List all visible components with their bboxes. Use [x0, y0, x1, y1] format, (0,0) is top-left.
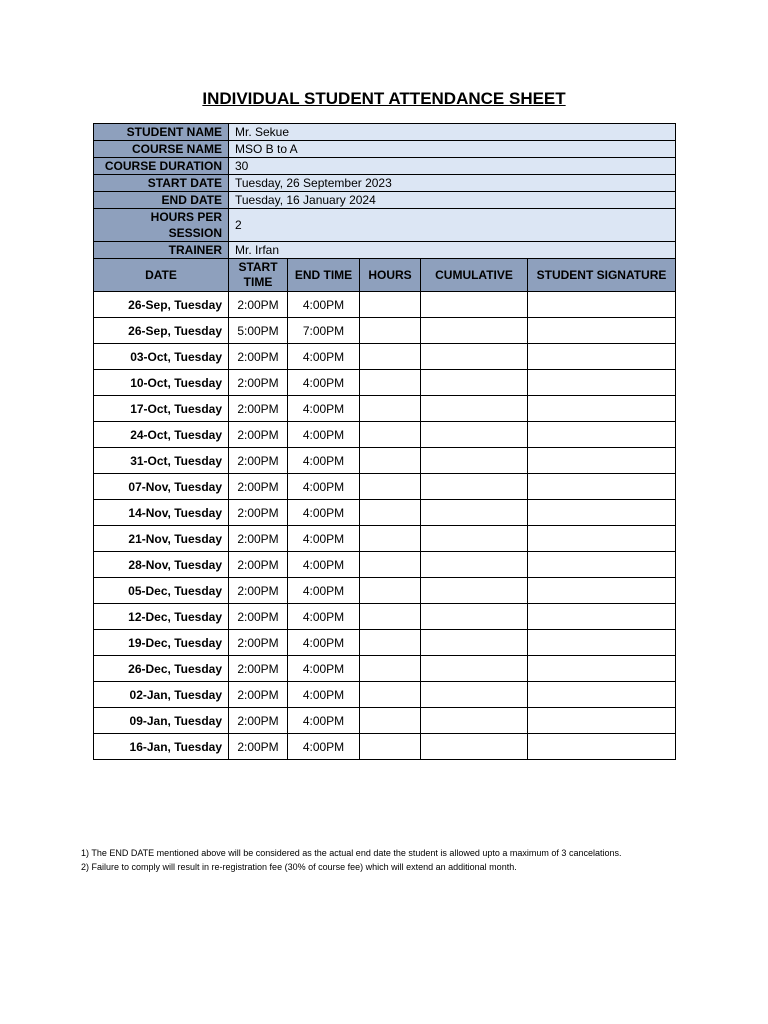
- date-cell: 26-Sep, Tuesday: [94, 292, 229, 318]
- date-cell: 16-Jan, Tuesday: [94, 734, 229, 760]
- hours-cell: [360, 708, 421, 734]
- cumulative-cell: [421, 578, 528, 604]
- end-time-cell: 4:00PM: [288, 578, 360, 604]
- cumulative-cell: [421, 500, 528, 526]
- cumulative-cell: [421, 604, 528, 630]
- signature-cell[interactable]: [528, 552, 676, 578]
- date-cell: 26-Sep, Tuesday: [94, 318, 229, 344]
- info-value: Mr. Irfan: [229, 242, 676, 259]
- note-line: 2) Failure to comply will result in re-registration fee (30% of course fee) which will extend an additional month.: [81, 862, 517, 872]
- start-time-cell: 2:00PM: [229, 630, 288, 656]
- cumulative-cell: [421, 318, 528, 344]
- info-label: TRAINER: [94, 242, 229, 259]
- hours-cell: [360, 630, 421, 656]
- end-time-cell: 4:00PM: [288, 734, 360, 760]
- info-value: 2: [229, 209, 676, 242]
- date-cell: 28-Nov, Tuesday: [94, 552, 229, 578]
- start-time-cell: 2:00PM: [229, 604, 288, 630]
- hours-cell: [360, 396, 421, 422]
- cumulative-cell: [421, 682, 528, 708]
- hours-cell: [360, 370, 421, 396]
- hours-cell: [360, 526, 421, 552]
- info-value: Tuesday, 16 January 2024: [229, 192, 676, 209]
- hours-cell: [360, 656, 421, 682]
- cumulative-cell: [421, 422, 528, 448]
- hours-cell: [360, 682, 421, 708]
- date-cell: 03-Oct, Tuesday: [94, 344, 229, 370]
- table-row: [94, 344, 676, 370]
- table-row: [94, 604, 676, 630]
- cumulative-cell: [421, 448, 528, 474]
- signature-cell[interactable]: [528, 370, 676, 396]
- signature-cell[interactable]: [528, 656, 676, 682]
- date-cell: 12-Dec, Tuesday: [94, 604, 229, 630]
- start-time-cell: 5:00PM: [229, 318, 288, 344]
- hours-cell: [360, 578, 421, 604]
- info-value: Tuesday, 26 September 2023: [229, 175, 676, 192]
- cumulative-cell: [421, 656, 528, 682]
- start-time-cell: 2:00PM: [229, 344, 288, 370]
- note-line: 1) The END DATE mentioned above will be considered as the actual end date the student is allowed upto a maximum of 3 cancelations.: [81, 848, 622, 858]
- hours-cell: [360, 448, 421, 474]
- info-label: STUDENT NAME: [94, 124, 229, 141]
- info-row: [94, 124, 676, 141]
- date-cell: 17-Oct, Tuesday: [94, 396, 229, 422]
- column-header-date: DATE: [94, 259, 229, 292]
- table-row: [94, 318, 676, 344]
- attendance-table: [93, 123, 676, 760]
- end-time-cell: 4:00PM: [288, 474, 360, 500]
- table-row: [94, 656, 676, 682]
- start-time-cell: 2:00PM: [229, 552, 288, 578]
- end-time-cell: 7:00PM: [288, 318, 360, 344]
- end-time-cell: 4:00PM: [288, 708, 360, 734]
- table-row: [94, 500, 676, 526]
- cumulative-cell: [421, 370, 528, 396]
- table-row: [94, 396, 676, 422]
- signature-cell[interactable]: [528, 448, 676, 474]
- table-row: [94, 292, 676, 318]
- cumulative-cell: [421, 734, 528, 760]
- date-cell: 26-Dec, Tuesday: [94, 656, 229, 682]
- end-time-cell: 4:00PM: [288, 344, 360, 370]
- info-label: COURSE DURATION: [94, 158, 229, 175]
- table-row: [94, 422, 676, 448]
- cumulative-cell: [421, 630, 528, 656]
- info-label: COURSE NAME: [94, 141, 229, 158]
- signature-cell[interactable]: [528, 682, 676, 708]
- table-row: [94, 448, 676, 474]
- end-time-cell: 4:00PM: [288, 552, 360, 578]
- hours-cell: [360, 552, 421, 578]
- table-row: [94, 370, 676, 396]
- table-row: [94, 552, 676, 578]
- info-row: [94, 141, 676, 158]
- end-time-cell: 4:00PM: [288, 656, 360, 682]
- end-time-cell: 4:00PM: [288, 526, 360, 552]
- start-time-cell: 2:00PM: [229, 500, 288, 526]
- start-time-cell: 2:00PM: [229, 734, 288, 760]
- start-time-cell: 2:00PM: [229, 656, 288, 682]
- date-cell: 02-Jan, Tuesday: [94, 682, 229, 708]
- info-label: END DATE: [94, 192, 229, 209]
- cumulative-cell: [421, 292, 528, 318]
- end-time-cell: 4:00PM: [288, 422, 360, 448]
- end-time-cell: 4:00PM: [288, 604, 360, 630]
- end-time-cell: 4:00PM: [288, 682, 360, 708]
- signature-cell[interactable]: [528, 708, 676, 734]
- column-header-end-time: END TIME: [288, 259, 360, 292]
- date-cell: 21-Nov, Tuesday: [94, 526, 229, 552]
- end-time-cell: 4:00PM: [288, 292, 360, 318]
- info-row: [94, 209, 676, 242]
- date-cell: 24-Oct, Tuesday: [94, 422, 229, 448]
- start-time-cell: 2:00PM: [229, 396, 288, 422]
- hours-cell: [360, 318, 421, 344]
- table-row: [94, 708, 676, 734]
- cumulative-cell: [421, 344, 528, 370]
- info-label: HOURS PER SESSION: [94, 209, 229, 242]
- date-cell: 09-Jan, Tuesday: [94, 708, 229, 734]
- start-time-cell: 2:00PM: [229, 526, 288, 552]
- start-time-cell: 2:00PM: [229, 292, 288, 318]
- signature-cell[interactable]: [528, 500, 676, 526]
- hours-cell: [360, 500, 421, 526]
- info-value: 30: [229, 158, 676, 175]
- table-row: [94, 630, 676, 656]
- info-row: [94, 192, 676, 209]
- date-cell: 31-Oct, Tuesday: [94, 448, 229, 474]
- signature-cell[interactable]: [528, 578, 676, 604]
- date-cell: 19-Dec, Tuesday: [94, 630, 229, 656]
- column-header-start-time: START TIME: [229, 259, 288, 292]
- end-time-cell: 4:00PM: [288, 370, 360, 396]
- signature-cell[interactable]: [528, 292, 676, 318]
- info-row: [94, 242, 676, 259]
- start-time-cell: 2:00PM: [229, 682, 288, 708]
- cumulative-cell: [421, 474, 528, 500]
- start-time-cell: 2:00PM: [229, 370, 288, 396]
- table-row: [94, 682, 676, 708]
- end-time-cell: 4:00PM: [288, 396, 360, 422]
- column-header-cumulative: CUMULATIVE: [421, 259, 528, 292]
- hours-cell: [360, 604, 421, 630]
- signature-cell[interactable]: [528, 604, 676, 630]
- cumulative-cell: [421, 708, 528, 734]
- signature-cell[interactable]: [528, 396, 676, 422]
- start-time-cell: 2:00PM: [229, 578, 288, 604]
- hours-cell: [360, 734, 421, 760]
- cumulative-cell: [421, 396, 528, 422]
- cumulative-cell: [421, 552, 528, 578]
- hours-cell: [360, 344, 421, 370]
- hours-cell: [360, 474, 421, 500]
- start-time-cell: 2:00PM: [229, 474, 288, 500]
- sheet-title: INDIVIDUAL STUDENT ATTENDANCE SHEET: [202, 89, 566, 108]
- table-row: [94, 734, 676, 760]
- hours-cell: [360, 292, 421, 318]
- info-label: START DATE: [94, 175, 229, 192]
- table-row: [94, 526, 676, 552]
- date-cell: 05-Dec, Tuesday: [94, 578, 229, 604]
- info-row: [94, 175, 676, 192]
- start-time-cell: 2:00PM: [229, 708, 288, 734]
- end-time-cell: 4:00PM: [288, 500, 360, 526]
- table-row: [94, 474, 676, 500]
- signature-cell[interactable]: [528, 422, 676, 448]
- signature-cell[interactable]: [528, 344, 676, 370]
- notes: [81, 846, 621, 874]
- signature-cell[interactable]: [528, 630, 676, 656]
- date-cell: 07-Nov, Tuesday: [94, 474, 229, 500]
- signature-cell[interactable]: [528, 474, 676, 500]
- signature-cell[interactable]: [528, 526, 676, 552]
- column-header-signature: STUDENT SIGNATURE: [528, 259, 676, 292]
- end-time-cell: 4:00PM: [288, 448, 360, 474]
- cumulative-cell: [421, 526, 528, 552]
- signature-cell[interactable]: [528, 734, 676, 760]
- table-row: [94, 578, 676, 604]
- date-cell: 14-Nov, Tuesday: [94, 500, 229, 526]
- signature-cell[interactable]: [528, 318, 676, 344]
- info-row: [94, 158, 676, 175]
- column-header-row: [94, 259, 676, 292]
- column-header-hours: HOURS: [360, 259, 421, 292]
- start-time-cell: 2:00PM: [229, 422, 288, 448]
- info-value: Mr. Sekue: [229, 124, 676, 141]
- hours-cell: [360, 422, 421, 448]
- info-value: MSO B to A: [229, 141, 676, 158]
- start-time-cell: 2:00PM: [229, 448, 288, 474]
- end-time-cell: 4:00PM: [288, 630, 360, 656]
- date-cell: 10-Oct, Tuesday: [94, 370, 229, 396]
